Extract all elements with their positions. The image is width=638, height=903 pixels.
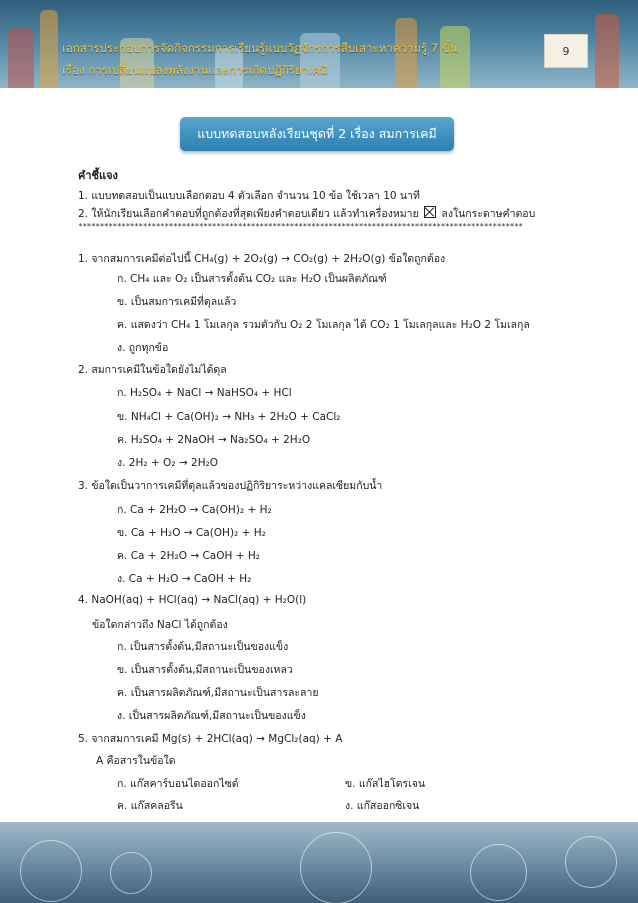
question-2-option: ง. 2H₂ + O₂ → 2H₂O [117,457,219,469]
question-4-option: ก. เป็นสารตั้งต้น,มีสถานะเป็นของแข็ง [117,641,289,653]
question-3: 3. ข้อใดเป็นวาการเคมีที่ดุลแล้วของปฏิกิริยาระหว่างแคลเซียมกับน้ำ [78,480,383,492]
question-2-option: ข. NH₄Cl + Ca(OH)₂ → NH₃ + 2H₂O + CaCl₂ [117,411,341,423]
instruction-item-2-text-end: ลงในกระดาษคำตอบ [441,208,536,220]
question-5-prompt: A คือสารในข้อใด [96,755,176,767]
header-title-line1: เอกสารประกอบการจัดกิจกรรมการเรียนรู้แบบวัฏจักรการสืบเสาะหาความรู้ 7 ขั้น [62,41,458,55]
question-2: 2. สมการเคมีในข้อใดยังไม่ได้ดุล [78,364,227,376]
header-title-line2: เรื่อง การเปลี่ยนแปลงพลังงานและการเกิดปฏิกิริยาเคมี [62,63,328,77]
instructions-heading: คำชี้แจง [78,169,118,182]
question-2-option: ก. H₂SO₄ + NaCl → NaHSO₄ + HCl [117,387,292,399]
molecule-decoration [110,852,152,894]
beaker-decoration [8,28,34,88]
molecule-decoration [470,844,527,901]
question-4-prompt: ข้อใดกล่าวถึง NaCl ได้ถูกต้อง [92,619,228,631]
instruction-item-1: 1. แบบทดสอบเป็นแบบเลือกตอบ 4 ตัวเลือก จำนวน 10 ข้อ ใช้เวลา 10 นาที [78,190,420,202]
separator-line: ******************************************************************************************************* [78,222,523,231]
question-5: 5. จากสมการเคมี Mg(s) + 2HCl(aq) → MgCl₂(aq) + A [78,733,343,745]
molecule-decoration [20,840,82,902]
question-4-option: ข. เป็นสารตั้งต้น,มีสถานะเป็นของเหลว [117,664,293,676]
checked-box-icon [424,206,436,218]
question-1: 1. จากสมการเคมีต่อไปนี้ CH₄(g) + 2O₂(g) → CO₂(g) + 2H₂O(g) ข้อใดถูกต้อง [78,253,446,265]
question-5-option: ก. แก๊สคาร์บอนไดออกไซด์ [117,778,239,790]
page-header [0,0,638,88]
page-footer [0,822,638,903]
test-title-banner: แบบทดสอบหลังเรียนชุดที่ 2 เรื่อง สมการเคมี [180,117,454,151]
question-5-option: ค. แก๊สคลอรีน [117,800,183,812]
question-4: 4. NaOH(aq) + HCl(aq) → NaCl(aq) + H₂O(l) [78,594,307,606]
instruction-item-2-text: 2. ให้นักเรียนเลือกคำตอบที่ถูกต้องที่สุดเพียงคำตอบเดียว แล้วทำเครื่องหมาย [78,208,419,220]
instruction-item-2 [78,205,535,222]
question-1-option: ข. เป็นสมการเคมีที่ดุลแล้ว [117,296,237,308]
beaker-decoration [595,14,619,88]
page-number: 9 [544,34,588,68]
molecule-decoration [300,832,372,903]
question-5-option: ง. แก๊สออกซิเจน [345,800,420,812]
question-4-option: ง. เป็นสารผลิตภัณฑ์,มีสถานะเป็นของแข็ง [117,710,306,722]
question-3-option: ข. Ca + H₂O → Ca(OH)₂ + H₂ [117,527,266,539]
question-4-option: ค. เป็นสารผลิตภัณฑ์,มีสถานะเป็นสารละลาย [117,687,319,699]
question-2-option: ค. H₂SO₄ + 2NaOH → Na₂SO₄ + 2H₂O [117,434,311,446]
beaker-decoration [40,10,58,88]
molecule-decoration [565,836,617,888]
question-1-option: ก. CH₄ และ O₂ เป็นสารตั้งต้น CO₂ และ H₂O เป็นผลิตภัณฑ์ [117,273,387,285]
question-1-option: ค. แสดงว่า CH₄ 1 โมเลกุล รวมตัวกับ O₂ 2 โมเลกุล ได้ CO₂ 1 โมเลกุลและ H₂O 2 โมเลกุล [117,319,530,331]
question-3-option: ง. Ca + H₂O → CaOH + H₂ [117,573,252,585]
question-3-option: ค. Ca + 2H₂O → CaOH + H₂ [117,550,260,562]
question-5-option: ข. แก๊สไฮโดรเจน [345,778,426,790]
question-1-option: ง. ถูกทุกข้อ [117,342,169,354]
question-3-option: ก. Ca + 2H₂O → Ca(OH)₂ + H₂ [117,504,272,516]
